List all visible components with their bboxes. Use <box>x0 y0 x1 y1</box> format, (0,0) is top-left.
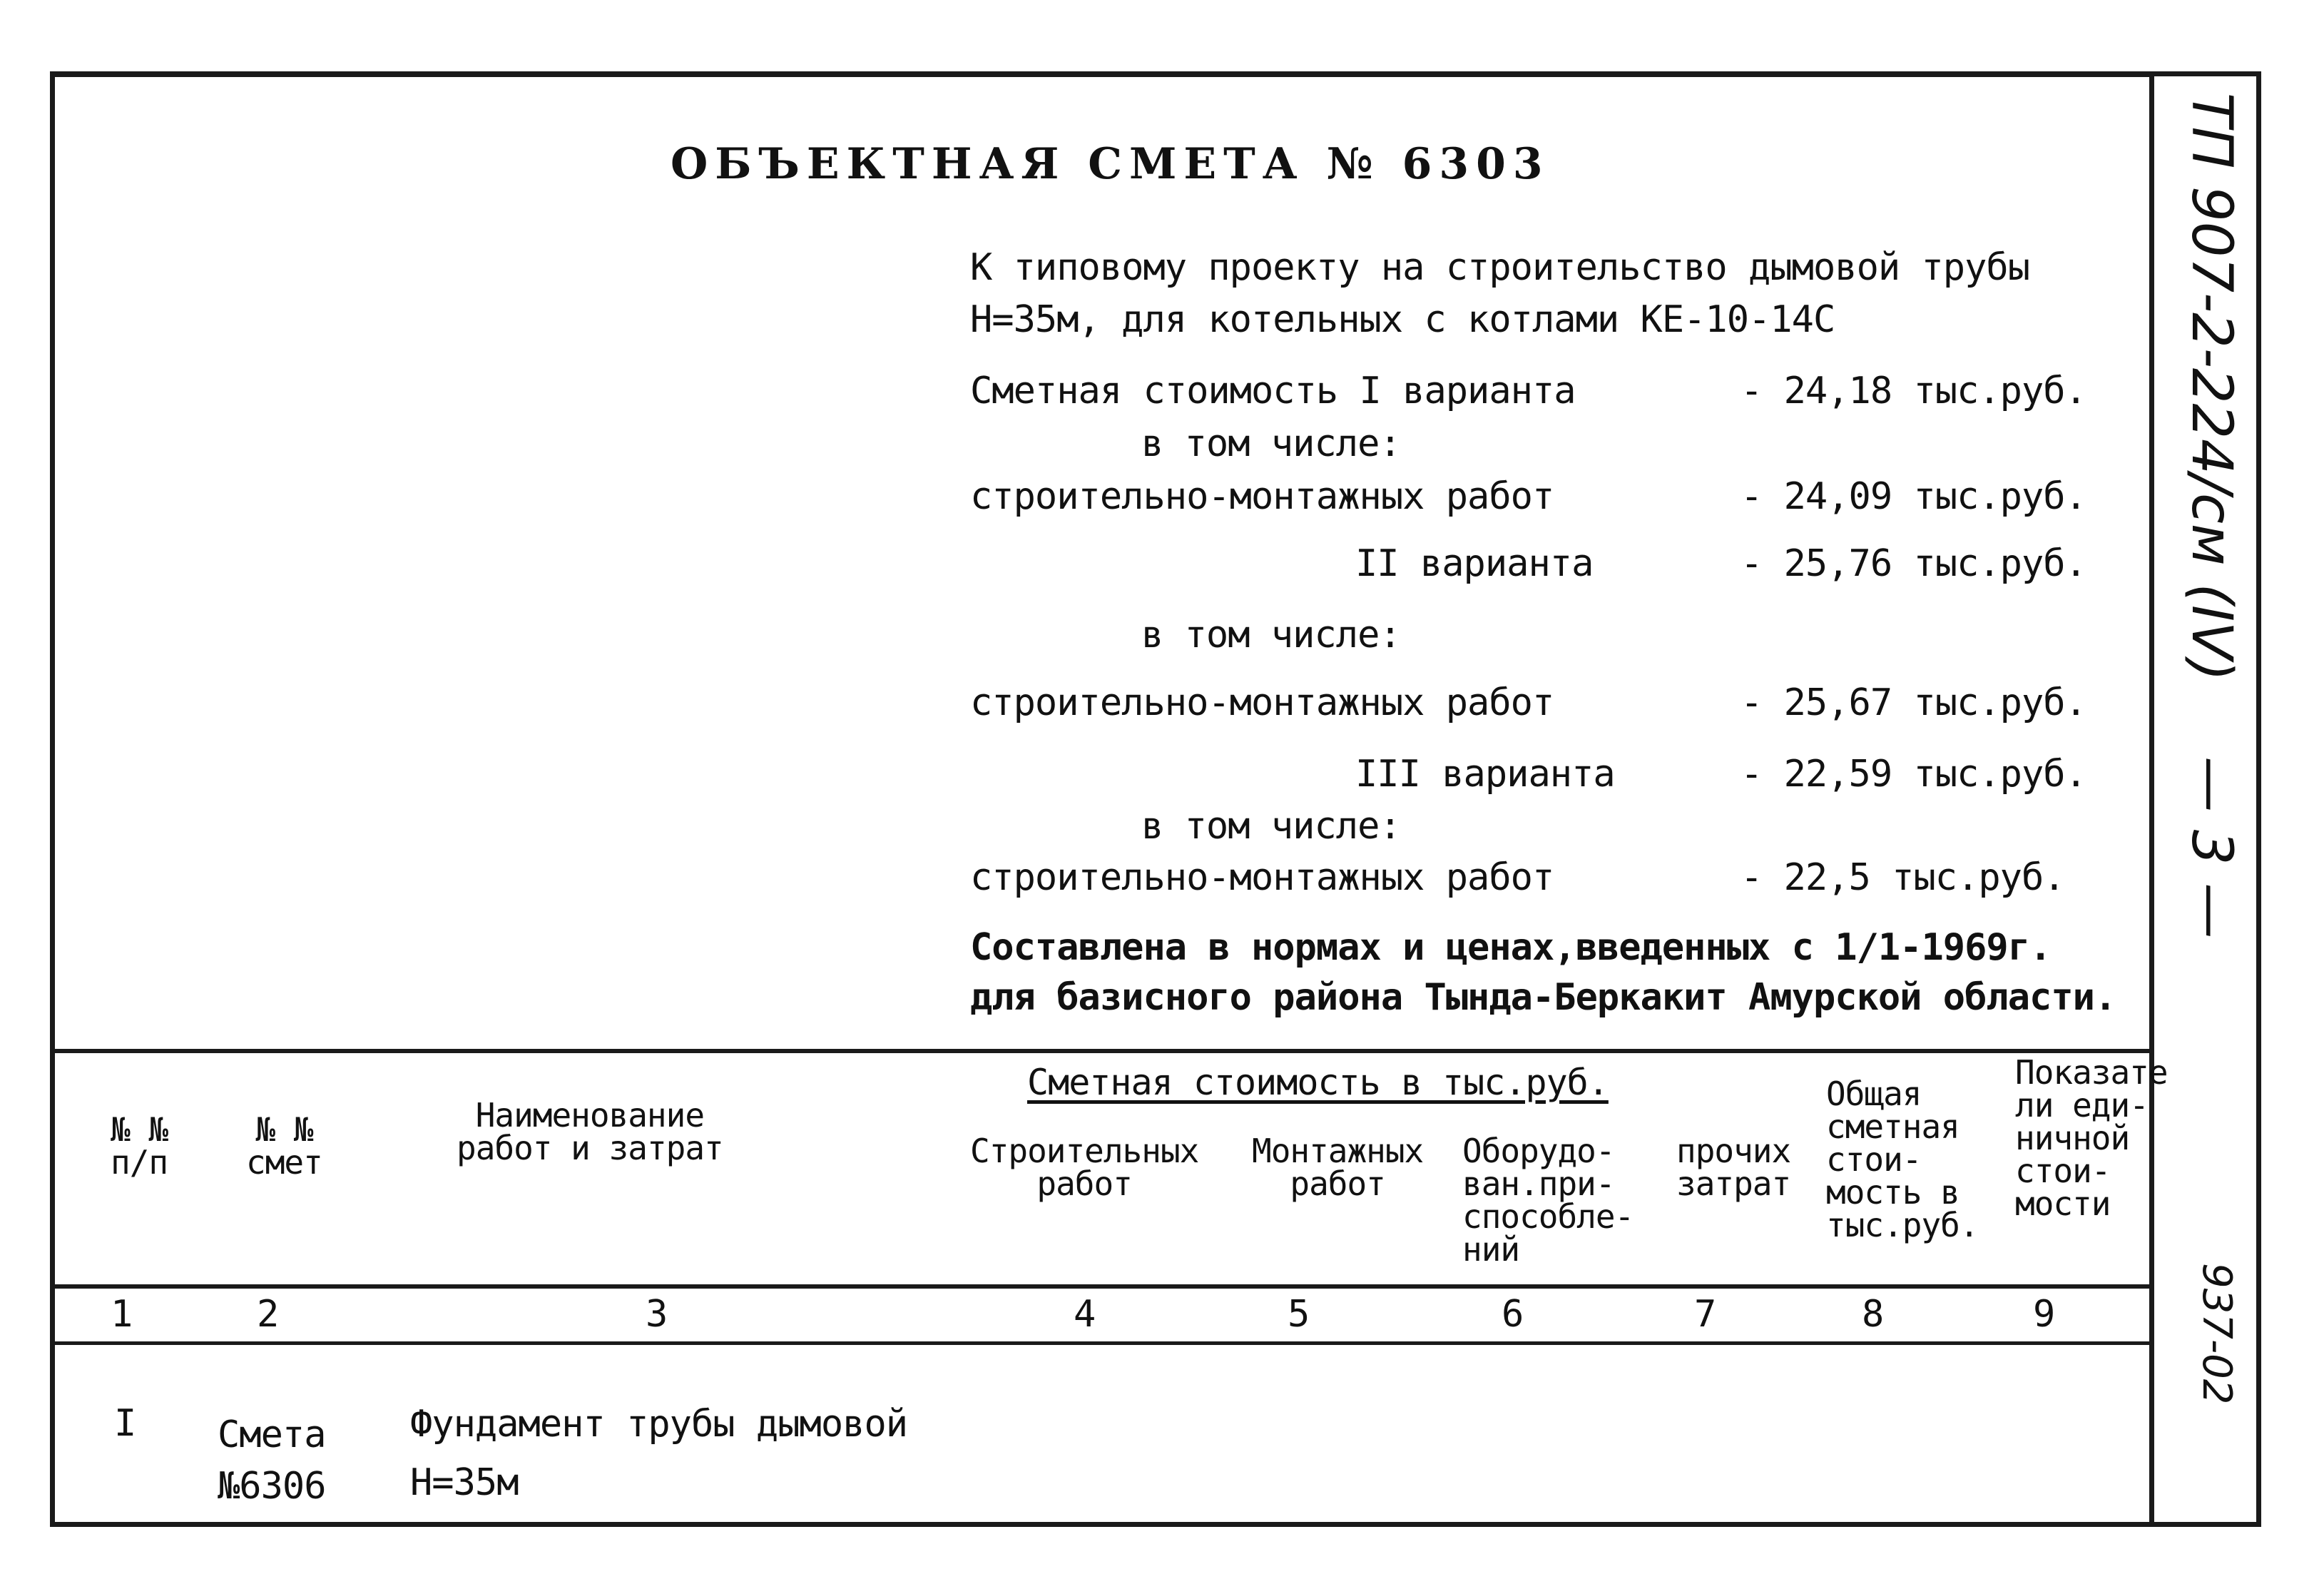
cost-label-7: III варианта <box>1355 753 1615 796</box>
col-number-9: 9 <box>2033 1293 2055 1336</box>
col-number-6: 6 <box>1502 1293 1524 1336</box>
subtitle-line-1: К типовому проекту на строительство дымовой трубы <box>970 246 2030 289</box>
table-top-line <box>50 1049 2154 1053</box>
page-title: ОБЪЕКТНАЯ СМЕТА № 6303 <box>671 139 1550 189</box>
stamp-sheet: 937-02 <box>2193 1263 2240 1405</box>
cost-label-6: строительно-монтажных работ <box>970 681 1554 724</box>
col-header-2: № № смет <box>246 1110 322 1182</box>
col-header-4: Строительных работ <box>970 1132 1199 1203</box>
row-1-num: I <box>114 1402 136 1445</box>
subtitle-line-2: Н=35м, для котельных с котлами КЕ-10-14С <box>970 298 1835 341</box>
cost-value-1: - 24,18 тыс.руб. <box>1741 370 2086 412</box>
cost-label-9: строительно-монтажных работ <box>970 856 1554 899</box>
col-header-7: прочих затрат <box>1676 1132 1791 1203</box>
cost-label-3: строительно-монтажных работ <box>970 475 1554 518</box>
col-header-9: Показате ли еди- ничной стои- мости <box>2015 1053 2168 1223</box>
cost-label-8: в том числе: <box>1141 805 1401 848</box>
col-header-3: Наименование работ и затрат <box>457 1096 723 1167</box>
col-header-6: Оборудо- ван.при- способле- ний <box>1462 1132 1634 1269</box>
cost-value-7: - 22,59 тыс.руб. <box>1741 753 2086 796</box>
col-number-3: 3 <box>646 1293 668 1336</box>
numbers-bottom-line <box>50 1341 2154 1345</box>
col-header-5: Монтажных работ <box>1252 1132 1424 1203</box>
col-header-8: Общая сметная стои- мость в тыс.руб. <box>1826 1075 1979 1244</box>
col-number-2: 2 <box>257 1293 279 1336</box>
cost-label-1: Сметная стоимость I варианта <box>970 370 1576 412</box>
document-frame <box>50 71 2154 1527</box>
cost-value-6: - 25,67 тыс.руб. <box>1741 681 2086 724</box>
stamp-page: — 3 — <box>2179 756 2243 939</box>
cost-label-2: в том числе: <box>1141 422 1401 465</box>
col-number-7: 7 <box>1694 1293 1716 1336</box>
col-header-1: № № п/п <box>111 1110 168 1182</box>
cost-label-4: II варианта <box>1355 542 1594 585</box>
row-1-name: Фундамент трубы дымовой Н=35м <box>410 1403 908 1504</box>
col-number-4: 4 <box>1074 1293 1096 1336</box>
header-bottom-line <box>50 1284 2154 1289</box>
cost-value-3: - 24,09 тыс.руб. <box>1741 475 2086 518</box>
row-1-smeta: Смета №6306 <box>218 1413 326 1508</box>
cost-value-4: - 25,76 тыс.руб. <box>1741 542 2086 585</box>
cost-value-9: - 22,5 тыс.руб. <box>1741 856 2065 899</box>
cost-label-5: в том числе: <box>1141 614 1401 656</box>
note-line-2: для базисного района Тында-Беркакит Амурской области. <box>970 976 2116 1019</box>
note-line-1: Составлена в нормах и ценах,введенных с 1/1-1969г. <box>970 926 2052 969</box>
col-number-8: 8 <box>1862 1293 1884 1336</box>
col-number-1: 1 <box>111 1293 133 1336</box>
stamp-code: ТП 907-2-224/см (IV) <box>2179 93 2243 681</box>
col-number-5: 5 <box>1288 1293 1310 1336</box>
group-header: Сметная стоимость в тыс.руб. <box>1027 1062 1609 1103</box>
